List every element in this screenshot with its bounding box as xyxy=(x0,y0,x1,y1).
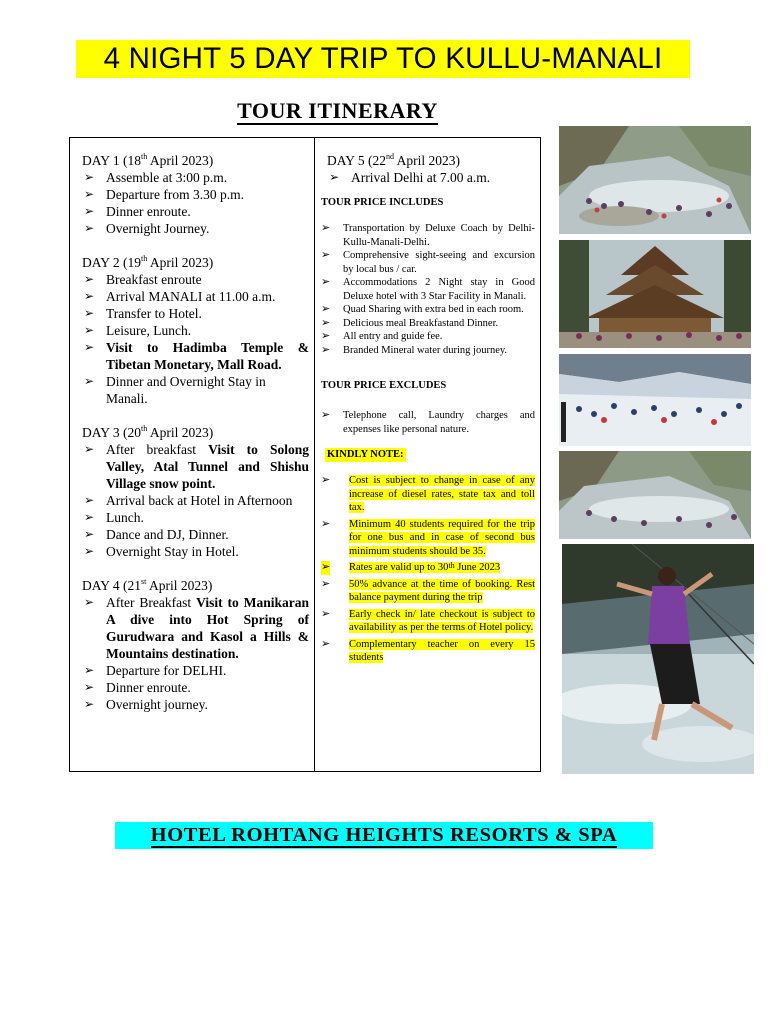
list-item: ➢ Lunch. xyxy=(84,510,144,525)
arrow-icon: ➢ xyxy=(84,510,95,524)
arrow-icon: ➢ xyxy=(321,249,331,261)
list-item: ➢ Dinner enroute. xyxy=(84,680,191,695)
list-item: ➢ Transfer to Hotel. xyxy=(84,306,202,321)
hotel-name-banner: HOTEL ROHTANG HEIGHTS RESORTS & SPA xyxy=(115,822,653,849)
day-2-heading: DAY 2 (19th April 2023) xyxy=(82,254,214,270)
list-item: ➢ Overnight journey. xyxy=(84,697,208,712)
day-4-heading: DAY 4 (21st April 2023) xyxy=(82,577,213,593)
arrow-icon: ➢ xyxy=(84,272,95,286)
itinerary-right-column xyxy=(315,138,541,771)
main-title: 4 NIGHT 5 DAY TRIP TO KULLU-MANALI xyxy=(76,40,690,78)
arrow-icon: ➢ xyxy=(84,187,95,201)
list-item: ➢ Branded Mineral water during journey. xyxy=(321,343,508,356)
arrow-icon: ➢ xyxy=(321,561,331,573)
arrow-icon: ➢ xyxy=(321,474,331,486)
arrow-icon: ➢ xyxy=(329,170,340,184)
list-item: ➢ Arrival back at Hotel in Afternoon xyxy=(84,493,293,508)
list-item: ➢ Complementary teacher on every 15 students xyxy=(321,637,535,663)
arrow-icon: ➢ xyxy=(321,577,331,590)
arrow-icon: ➢ xyxy=(84,323,95,337)
excludes-list xyxy=(321,409,535,436)
day-5-list xyxy=(327,169,535,186)
list-item: ➢ Cost is subject to change in case of any increase of diesel rates, state tax and toll tax. xyxy=(321,474,535,513)
itinerary-left-column xyxy=(70,138,315,771)
list-item: ➢ Assemble at 3:00 p.m. xyxy=(84,170,228,185)
arrow-icon: ➢ xyxy=(321,316,331,329)
arrow-icon: ➢ xyxy=(84,340,95,354)
arrow-icon: ➢ xyxy=(84,170,95,184)
list-item: ➢ All entry and guide fee. xyxy=(321,330,443,342)
arrow-icon: ➢ xyxy=(321,409,331,421)
arrow-icon: ➢ xyxy=(84,697,95,711)
list-item: ➢ Overnight Journey. xyxy=(84,221,210,236)
list-item: ➢ Departure for DELHI. xyxy=(84,663,227,678)
arrow-icon: ➢ xyxy=(84,442,95,456)
list-item: ➢ Minimum 40 students required for the trip for one bus and in case of second bus minimum students should be 35. xyxy=(321,517,535,557)
kindly-note-heading: KINDLY NOTE: xyxy=(327,449,404,460)
day-4-list xyxy=(82,594,309,713)
list-item: ➢ Dinner and Overnight Stay in Manali. xyxy=(84,374,266,406)
list-item: ➢ Telephone call, Laundry charges and expenses like personal nature. xyxy=(321,409,535,435)
arrow-icon: ➢ xyxy=(321,607,331,620)
list-item: ➢ Comprehensive sight-seeing and excursion by local bus / car. xyxy=(321,249,535,275)
list-item: ➢ Dinner enroute. xyxy=(84,204,191,219)
river-valley-photo xyxy=(559,126,751,234)
list-item: ➢ After Breakfast Visit to Manikaran A dive into Hot Spring of Gurudwara and Kasol a Hills & Mountains destination. xyxy=(84,595,309,661)
arrow-icon: ➢ xyxy=(84,221,95,235)
list-item: ➢ Dance and DJ, Dinner. xyxy=(84,527,229,542)
day-5-heading: DAY 5 (22nd April 2023) xyxy=(327,152,461,168)
list-item: ➢ Overnight Stay in Hotel. xyxy=(84,544,239,559)
sub-title: TOUR ITINERARY xyxy=(237,98,438,123)
includes-heading: TOUR PRICE INCLUDES xyxy=(321,197,444,208)
arrow-icon: ➢ xyxy=(84,527,95,541)
day-3-heading: DAY 3 (20th April 2023) xyxy=(82,424,214,440)
list-item: ➢ Early check in/ late checkout is subject to availability as per the terms of Hotel policy. xyxy=(321,607,535,633)
list-item: ➢ Rates are valid up to 30th June 2023 xyxy=(321,561,501,573)
arrow-icon: ➢ xyxy=(84,289,95,303)
list-item: ➢ After breakfast Visit to Solong Valley, Atal Tunnel and Shishu Village snow point. xyxy=(84,442,309,491)
list-item: ➢ Accommodations 2 Night stay in Good Deluxe hotel with 3 Star Facility in Manali. xyxy=(321,276,535,302)
arrow-icon: ➢ xyxy=(84,663,95,677)
list-item: ➢ Breakfast enroute xyxy=(84,272,202,287)
arrow-icon: ➢ xyxy=(84,204,95,218)
arrow-icon: ➢ xyxy=(321,517,331,530)
arrow-icon: ➢ xyxy=(84,374,95,388)
list-item: ➢ Transportation by Deluxe Coach by Delhi- Kullu-Manali-Delhi. xyxy=(321,222,535,248)
arrow-icon: ➢ xyxy=(321,222,331,234)
arrow-icon: ➢ xyxy=(321,330,331,342)
hadimba-temple-photo xyxy=(559,240,751,348)
note-list xyxy=(321,474,535,665)
arrow-icon: ➢ xyxy=(321,276,331,288)
list-item: ➢ Arrival MANALI at 11.00 a.m. xyxy=(84,289,276,304)
arrow-icon: ➢ xyxy=(321,343,331,356)
day-1-heading: DAY 1 (18th April 2023) xyxy=(82,152,214,168)
day-2-list xyxy=(82,271,309,407)
zipline-photo xyxy=(562,544,754,774)
arrow-icon: ➢ xyxy=(321,637,331,650)
itinerary-table xyxy=(69,137,541,772)
river-crowd-photo xyxy=(559,451,751,539)
arrow-icon: ➢ xyxy=(84,680,95,694)
list-item: ➢ Leisure, Lunch. xyxy=(84,323,192,338)
excludes-heading: TOUR PRICE EXCLUDES xyxy=(321,380,447,391)
list-item: ➢ Quad Sharing with extra bed in each room. xyxy=(321,303,524,315)
day-3-list xyxy=(82,441,309,560)
arrow-icon: ➢ xyxy=(84,595,95,609)
list-item: ➢ Visit to Hadimba Temple & Tibetan Monetary, Mall Road. xyxy=(84,340,309,372)
list-item: ➢ Departure from 3.30 p.m. xyxy=(84,187,244,202)
arrow-icon: ➢ xyxy=(84,493,95,507)
list-item: ➢ 50% advance at the time of booking. Rest balance payment during the trip xyxy=(321,577,535,603)
arrow-icon: ➢ xyxy=(321,303,331,315)
includes-list xyxy=(321,222,535,357)
list-item: ➢ Delicious meal Breakfastand Dinner. xyxy=(321,316,499,329)
arrow-icon: ➢ xyxy=(84,306,95,320)
day-1-list xyxy=(82,169,309,237)
snow-point-photo xyxy=(559,354,751,446)
arrow-icon: ➢ xyxy=(84,544,95,558)
list-item: ➢ Arrival Delhi at 7.00 a.m. xyxy=(329,170,491,185)
